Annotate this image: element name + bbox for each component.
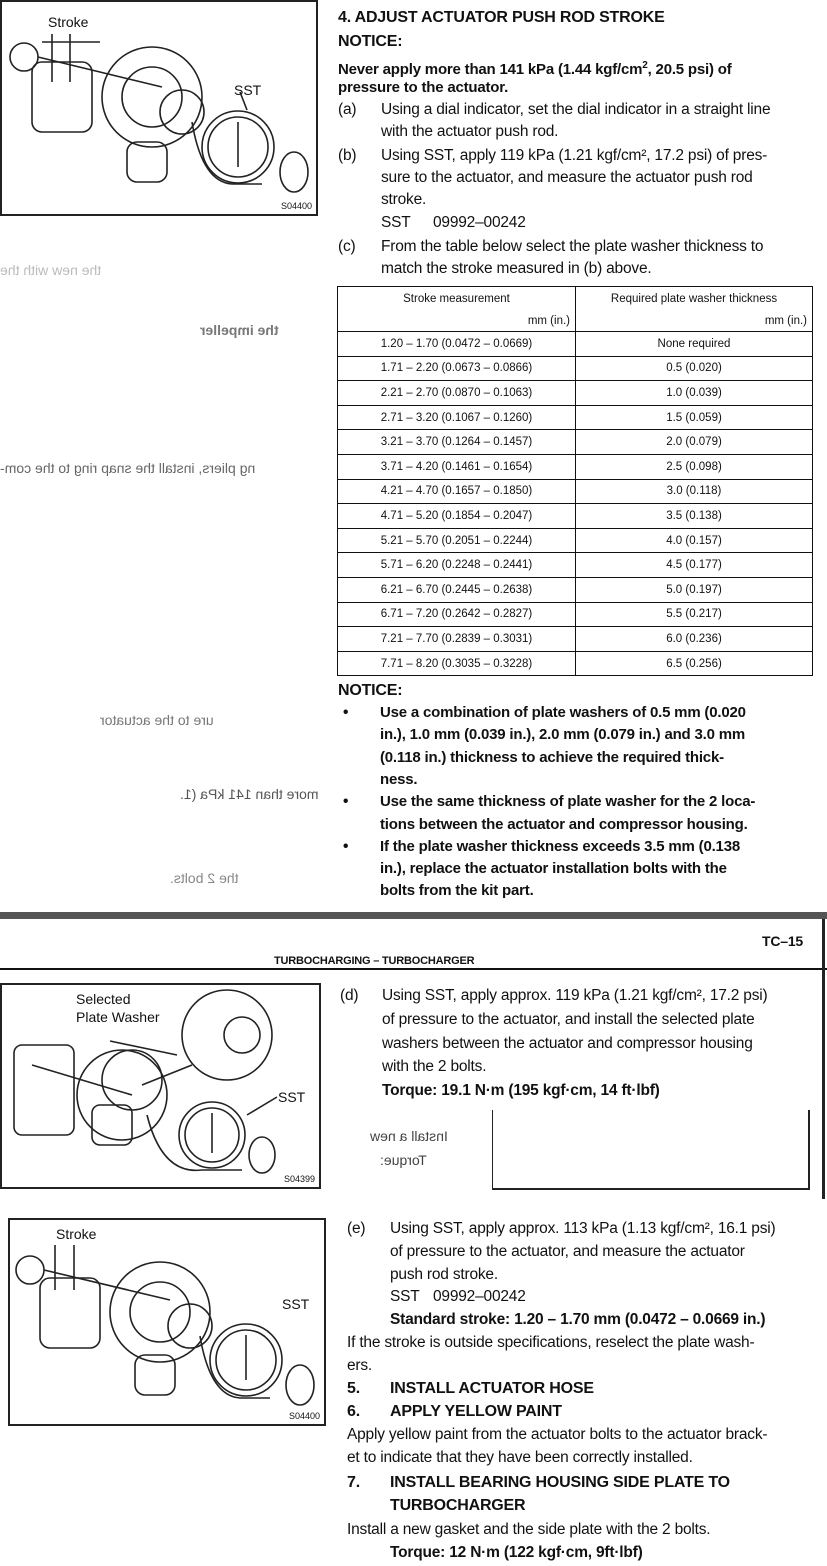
table-row — [338, 430, 813, 455]
figure-plate-washer — [0, 983, 321, 1189]
step-6-num: 6. — [347, 1403, 360, 1420]
running-header: TURBOCHARGING – TURBOCHARGER — [274, 955, 475, 967]
table-row — [338, 479, 813, 504]
bleed-through-text: ng pliers, install the snap ring to the com- — [0, 460, 256, 476]
step-a-line: Using a dial indicator, set the dial indicator in a straight line — [381, 101, 771, 118]
sst-label: SST — [381, 214, 411, 231]
stroke-range-cell: 5.71 – 6.20 (0.2248 – 0.2441) — [338, 553, 576, 578]
step-7-text: Install a new gasket and the side plate with the 2 bolts. — [347, 1521, 711, 1538]
stroke-range-cell: 1.20 – 1.70 (0.0472 – 0.0669) — [338, 332, 576, 357]
step-6-text: Apply yellow paint from the actuator bolts to the actuator brack- — [347, 1426, 768, 1443]
table-row — [338, 504, 813, 529]
sst-value: 09992–00242 — [433, 1288, 526, 1305]
figure-label-plate-washer: Plate Washer — [76, 1009, 160, 1025]
step-7-title: INSTALL BEARING HOUSING SIDE PLATE TO — [390, 1474, 730, 1491]
step-e-line: Using SST, apply approx. 113 kPa (1.13 kgf/cm², 16.1 psi) — [390, 1220, 776, 1237]
reselect-text: ers. — [347, 1357, 373, 1374]
stroke-range-cell: 3.71 – 4.20 (0.1461 – 0.1654) — [338, 454, 576, 479]
step-7-num: 7. — [347, 1474, 360, 1491]
table-row — [338, 454, 813, 479]
table-row — [338, 405, 813, 430]
bullet-icon: • — [343, 704, 349, 721]
step-a-tag: (a) — [338, 101, 357, 118]
step-d-torque: Torque: 19.1 N·m (195 kgf·cm, 14 ft·lbf) — [382, 1082, 660, 1099]
table-row — [338, 577, 813, 602]
page-number: TC–15 — [762, 933, 804, 949]
notice-bullet-line: tions between the actuator and compressor housing. — [380, 815, 748, 833]
turbo-illustration — [10, 1220, 324, 1424]
step-7-torque: Torque: 12 N·m (122 kgf·cm, 9ft·lbf) — [390, 1544, 643, 1561]
stroke-range-cell: 2.71 – 3.20 (0.1067 – 0.1260) — [338, 405, 576, 430]
figure-label-selected: Selected — [76, 991, 131, 1007]
figure-code: S04399 — [283, 1174, 315, 1184]
bullet-icon: • — [343, 793, 349, 811]
bleed-through-text: Torque: — [380, 1152, 427, 1168]
washer-thickness-cell: 1.0 (0.039) — [576, 381, 813, 406]
table-row — [338, 528, 813, 553]
table-header: Required plate washer thickness mm (in.) — [576, 287, 813, 332]
step-6-text: et to indicate that they have been correctly installed. — [347, 1449, 693, 1466]
step-c-tag: (c) — [338, 238, 356, 255]
step-5-title: INSTALL ACTUATOR HOSE — [390, 1380, 594, 1397]
stroke-range-cell: 1.71 – 2.20 (0.0673 – 0.0866) — [338, 356, 576, 381]
sst-label: SST — [390, 1288, 420, 1305]
sst-value: 09992–00242 — [433, 214, 526, 231]
bleed-through-text: Install a new — [370, 1128, 448, 1144]
notice-heading: NOTICE: — [338, 33, 403, 50]
step-a-line: with the actuator push rod. — [381, 123, 559, 140]
washer-thickness-cell: 3.0 (0.118) — [576, 479, 813, 504]
step-d-tag: (d) — [340, 987, 359, 1004]
step-d-line: Using SST, apply approx. 119 kPa (1.21 kgf/cm², 17.2 psi) — [382, 987, 768, 1004]
stroke-range-cell: 7.71 – 8.20 (0.3035 – 0.3228) — [338, 651, 576, 676]
washer-thickness-cell: 6.5 (0.256) — [576, 651, 813, 676]
faded-illustration-frame — [492, 1110, 810, 1190]
step-5-num: 5. — [347, 1380, 360, 1397]
table-row — [338, 356, 813, 381]
turbo-illustration — [2, 2, 316, 214]
step-d-line: washers between the actuator and compressor housing — [382, 1035, 753, 1052]
washer-thickness-cell: 1.5 (0.059) — [576, 405, 813, 430]
stroke-range-cell: 3.21 – 3.70 (0.1264 – 0.1457) — [338, 430, 576, 455]
stroke-range-cell: 7.21 – 7.70 (0.2839 – 0.3031) — [338, 627, 576, 652]
notice-bullet-line: If the plate washer thickness exceeds 3.5 mm (0.138 — [380, 837, 740, 855]
washer-thickness-cell: 2.5 (0.098) — [576, 454, 813, 479]
figure-actuator-stroke-check — [8, 1218, 326, 1426]
step-e-line: push rod stroke. — [390, 1266, 498, 1283]
table-header: Stroke measurement mm (in.) — [338, 287, 576, 332]
table-row — [338, 627, 813, 652]
step-d-line: of pressure to the actuator, and install the selected plate — [382, 1011, 755, 1028]
header-rule — [0, 968, 827, 970]
figure-label-stroke: Stroke — [56, 1226, 97, 1242]
step-b-line: stroke. — [381, 191, 427, 208]
washer-thickness-cell: 5.0 (0.197) — [576, 577, 813, 602]
table-row — [338, 602, 813, 627]
figure-label-sst: SST — [282, 1296, 310, 1312]
page-separator — [0, 912, 827, 919]
washer-thickness-cell: 4.5 (0.177) — [576, 553, 813, 578]
stroke-range-cell: 6.71 – 7.20 (0.2642 – 0.2827) — [338, 602, 576, 627]
step-e-tag: (e) — [347, 1220, 366, 1237]
step-b-line: sure to the actuator, and measure the actuator push rod — [381, 169, 753, 186]
bleed-through-text: the 2 bolts. — [170, 870, 239, 886]
plate-washer-table — [337, 286, 813, 676]
bleed-through-text: the impeller — [200, 322, 279, 338]
washer-thickness-cell: 3.5 (0.138) — [576, 504, 813, 529]
figure-code: S04400 — [288, 1411, 320, 1421]
stroke-range-cell: 5.21 – 5.70 (0.2051 – 0.2244) — [338, 528, 576, 553]
stroke-range-cell: 4.71 – 5.20 (0.1854 – 0.2047) — [338, 504, 576, 529]
bullet-icon: • — [343, 837, 349, 855]
step-d-line: with the 2 bolts. — [382, 1058, 487, 1075]
table-row — [338, 332, 813, 357]
step-4-heading: 4. ADJUST ACTUATOR PUSH ROD STROKE — [338, 9, 665, 26]
washer-thickness-cell: 4.0 (0.157) — [576, 528, 813, 553]
notice-bullet-line: Use a combination of plate washers of 0.5 mm (0.020 — [380, 704, 746, 721]
figure-label-sst: SST — [234, 82, 262, 98]
step-7-title: TURBOCHARGER — [390, 1497, 526, 1514]
notice-bullet-line: ness. — [380, 770, 418, 788]
stroke-range-cell: 2.21 – 2.70 (0.0870 – 0.1063) — [338, 381, 576, 406]
figure-label-stroke: Stroke — [48, 14, 89, 30]
figure-code: S04400 — [280, 201, 312, 211]
notice-text: Never apply more than 141 kPa (1.44 kgf/$cm^2$, 20.5 psi) of — [338, 60, 732, 78]
notice-bullet-line: (0.118 in.) thickness to achieve the required thick- — [380, 748, 724, 766]
bleed-through-text: ure to the actuator — [100, 712, 214, 728]
step-b-tag: (b) — [338, 147, 357, 164]
step-e-line: of pressure to the actuator, and measure the actuator — [390, 1243, 745, 1260]
washer-thickness-cell: 0.5 (0.020) — [576, 356, 813, 381]
page-edge — [822, 919, 825, 1199]
table-row — [338, 381, 813, 406]
notice-bullet-line: in.), 1.0 mm (0.039 in.), 2.0 mm (0.079 in.) and 3.0 mm — [380, 726, 745, 744]
washer-thickness-cell: 6.0 (0.236) — [576, 627, 813, 652]
standard-stroke: Standard stroke: 1.20 – 1.70 mm (0.0472 – 0.0669 in.) — [390, 1311, 766, 1328]
notice-bullet-line: Use the same thickness of plate washer for the 2 loca- — [380, 793, 756, 811]
step-c-line: match the stroke measured in (b) above. — [381, 260, 652, 277]
washer-thickness-cell: 2.0 (0.079) — [576, 430, 813, 455]
notice-heading: NOTICE: — [338, 682, 403, 699]
figure-label-sst: SST — [278, 1089, 306, 1105]
step-b-line: Using SST, apply 119 kPa (1.21 kgf/cm², 17.2 psi) of pres- — [381, 147, 768, 164]
turbo-illustration — [2, 985, 319, 1187]
stroke-range-cell: 6.21 – 6.70 (0.2445 – 0.2638) — [338, 577, 576, 602]
reselect-text: If the stroke is outside specifications, reselect the plate wash- — [347, 1334, 755, 1351]
bleed-through-text: the new with the — [0, 262, 102, 278]
washer-thickness-cell: 5.5 (0.217) — [576, 602, 813, 627]
notice-bullet-line: bolts from the kit part. — [380, 882, 534, 900]
notice-text: pressure to the actuator. — [338, 79, 509, 96]
table-row — [338, 553, 813, 578]
bleed-through-text: more than 141 kPa (1. — [180, 786, 319, 802]
table-row — [338, 651, 813, 676]
figure-actuator-stroke — [0, 0, 318, 216]
notice-bullet-line: in.), replace the actuator installation bolts with the — [380, 860, 727, 878]
stroke-range-cell: 4.21 – 4.70 (0.1657 – 0.1850) — [338, 479, 576, 504]
step-6-title: APPLY YELLOW PAINT — [390, 1403, 562, 1420]
step-c-line: From the table below select the plate washer thickness to — [381, 238, 764, 255]
washer-thickness-cell: None required — [576, 332, 813, 357]
